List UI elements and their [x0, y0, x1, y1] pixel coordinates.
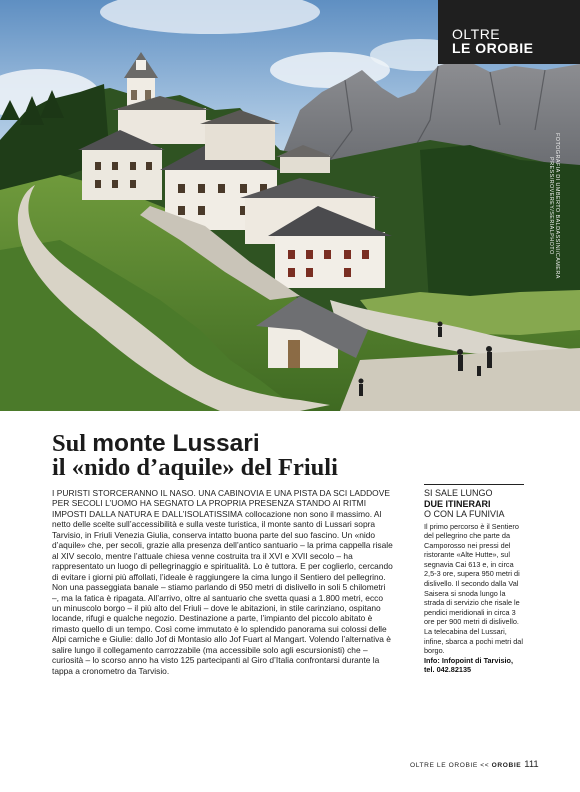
article-lead: I PURISTI STORCERANNO IL NASO. UNA CABINOVIA E UNA PISTA DA SCI LADDOVE PER SECOLI L’UOMO HA SEGNATO LA PROPRIA PRESENZA STANDO AI RITMI IMPOSTI DALLA NATURA E DALL’ISOLATISSIMA [52, 488, 391, 519]
article-text: collocazione non sono il massimo. Al netto delle scelte sull’accessibilità e sulla veste turistica, il monte santo di Lussari sopra Tarvisio, in Friuli Venezia Giulia, conserva intatto buona parte del suo fascino. Un «nido d’aquile» che, per secoli, grazie alla presenza dell’antico santuario – la prima cappella risale al XIV secolo, mentre l’attuale chiesa venne costruita tra il XVI e XVII secolo – ha rappresentato un luogo di pellegrinaggio e spiritualità. Lo è tuttora. E per coglierlo, cercando di evitare i giorni più affollati, l’ideale è raggiungere la cima lungo il Sentiero del pellegrino. Non una passeggiata banale – stiamo parlando di 950 metri di dislivello in soli 5 chilometri –, ma la fatica è ripagata. All’arrivo, oltre al santuario che svetta quasi a 1.800 metri, ecco un minuscolo borgo – il più alto del Friuli – dove le abitazioni, in stile carinziano, ospitano locande, rifugi e qualche negozio. Destinazione a parte, l’impianto del piccolo abitato è rimasto quello di un tempo. Così come immutato è lo splendido panorama sui colossi delle Alpi carniche e Giulie: dallo Jof di Montasio allo Jof Fuart al Mangart. Volendo l’alternativa è salire lungo il collegamento carrozzabile (ma accessibile solo agli escursionisti) che – curiosità – lo scorso anno ha visto 125 partecipanti al Giro d’Italia confrontarsi durante la tappa a cronometro da Tarvisio. [52, 508, 393, 676]
article-body [52, 488, 394, 676]
footer-section: OLTRE LE OROBIE << [410, 762, 492, 769]
sidebar-title: DUE ITINERARI [424, 498, 491, 509]
footer-brand: OROBIE [491, 762, 522, 769]
page-number: 111 [524, 759, 539, 770]
sidebar-text: Il primo percorso è il Sentiero del pellegrino che parte da Camporosso nei pressi del ristorante «Alte Hutte», sul segnavia Cai 613 e, in circa 2,5-3 ore, supera 950 metri di dislivello. Il secondo dalla Val Saisera si snoda lungo la strada di servizio che risale le pendici meridionali in circa 3 ore per 900 metri di dislivello. La telecabina del Lussari, infine, sbarca a pochi metri dal borgo. [424, 521, 523, 656]
section-tag-line2: LE OROBIE [452, 40, 534, 56]
sidebar-info: Info: Infopoint di Tarvisio, [424, 655, 514, 665]
sidebar-phone: tel. 042.82135 [424, 665, 472, 675]
headline-line2: il «nido d’aquile» del Friuli [52, 454, 338, 481]
sidebar-kicker: SI SALE LUNGO [424, 488, 493, 498]
photo-credit: FOTOGRAFIA DI UMBERTO BALDASSINI/CAMERA PRESS/ROVEREY/SERIALPHOTO [548, 133, 560, 279]
headline [52, 432, 412, 480]
section-tag [438, 0, 580, 64]
headline-emphasis: monte Lussari [92, 430, 260, 457]
headline-line1: Sul monte Lussari [52, 430, 260, 457]
sidebar-subtitle: O CON LA FUNIVIA [424, 509, 505, 519]
section-tag-line1: OLTRE [452, 26, 501, 42]
page-footer [410, 759, 539, 770]
sidebar-box [424, 484, 524, 675]
